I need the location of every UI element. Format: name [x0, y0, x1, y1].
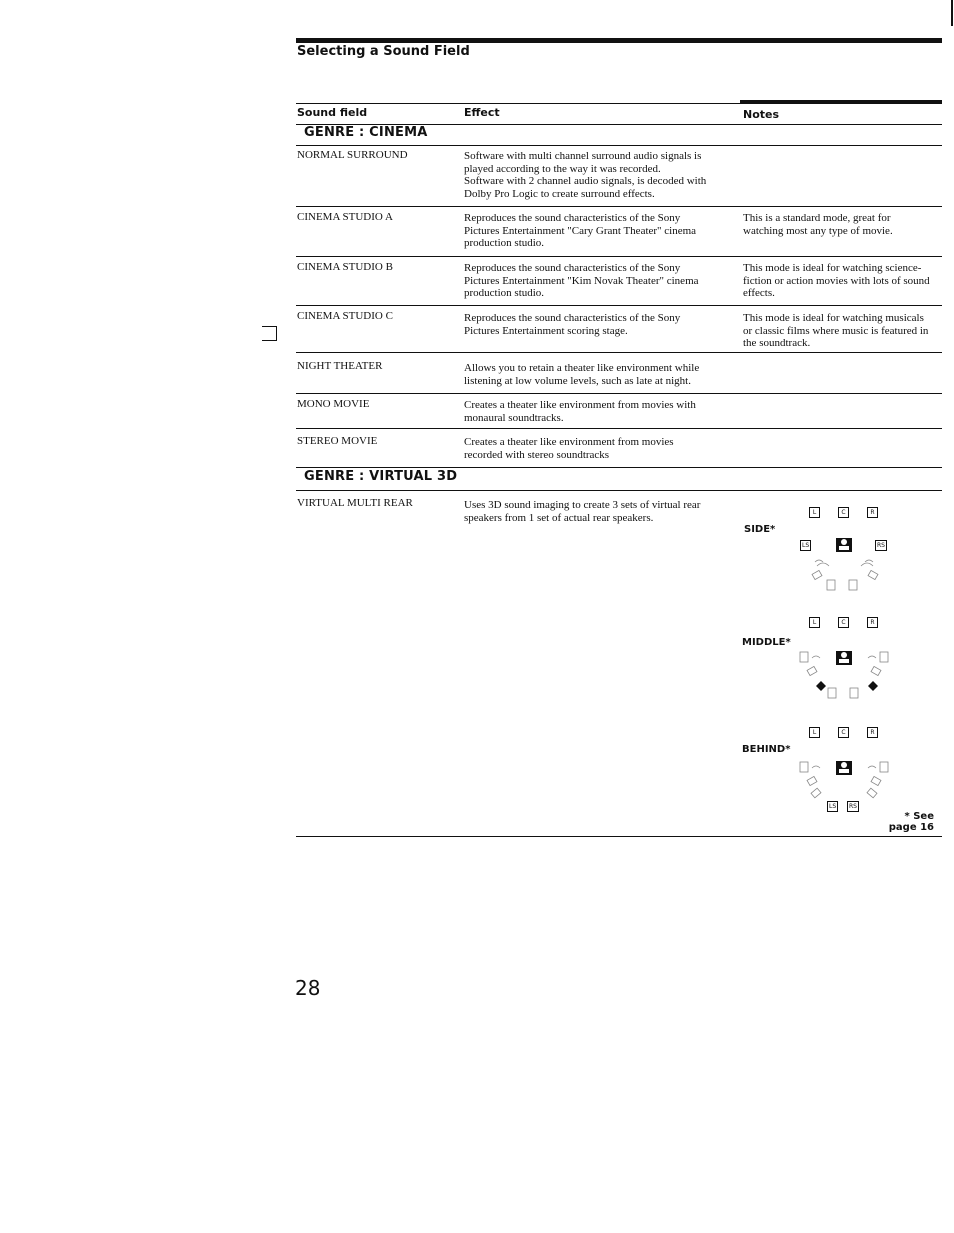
row-notes-cinema-studio-a: This is a standard mode, great for watching most any type of movie.: [743, 212, 893, 237]
row-effect-normal-surround: Software with multi channel surround audio signals is played according to the way it was recorded. Software with 2 channel audio signals, is decoded with Dolby Pro Logic to create surround effects.: [464, 150, 707, 200]
table-bottom-rule: [296, 836, 942, 837]
section-title: Selecting a Sound Field: [297, 44, 470, 59]
row-rule-5: [296, 393, 942, 394]
center-speaker-icon: C: [838, 727, 849, 738]
front-left-speaker-icon: L: [809, 617, 820, 628]
row-field-cinema-studio-a: CINEMA STUDIO A: [297, 211, 393, 223]
footnote-see-page: * See page 16: [888, 811, 934, 833]
row-rule-2: [296, 256, 942, 257]
front-right-speaker-icon: R: [867, 727, 878, 738]
row-effect-cinema-studio-a: Reproduces the sound characteristics of the Sony Pictures Entertainment "Cary Grant Theater" cinema production studio.: [464, 212, 697, 249]
virtual-speaker-waves-icon: [798, 758, 890, 804]
row-rule-4: [296, 352, 942, 353]
header-effect: Effect: [464, 106, 500, 119]
row-rule-3: [296, 305, 942, 306]
left-surround-speaker-icon: LS: [802, 542, 810, 549]
right-surround-speaker-icon: RS: [849, 803, 857, 810]
diagram-label-behind: BEHIND*: [742, 744, 791, 755]
header-notes: Notes: [743, 108, 780, 121]
row-field-virtual-multi-rear: VIRTUAL MULTI REAR: [297, 497, 413, 509]
virtual-speaker-waves-icon: [798, 648, 890, 704]
genre-cinema-rule: [296, 145, 942, 146]
center-speaker-icon: C: [838, 507, 849, 518]
row-effect-mono-movie: Creates a theater like environment from movies with monaural soundtracks.: [464, 399, 696, 424]
row-effect-cinema-studio-b: Reproduces the sound characteristics of the Sony Pictures Entertainment "Kim Novak Theater" cinema production studio.: [464, 262, 699, 299]
right-surround-speaker-icon: RS: [877, 542, 885, 549]
row-field-cinema-studio-b: CINEMA STUDIO B: [297, 261, 393, 273]
row-effect-virtual-multi-rear: Uses 3D sound imaging to create 3 sets of virtual rear speakers from 1 set of actual rear speakers.: [464, 499, 701, 524]
row-notes-cinema-studio-b: This mode is ideal for watching science- fiction or action movies with lots of sound effects.: [743, 262, 930, 299]
row-field-night-theater: NIGHT THEATER: [297, 360, 383, 372]
virtual-speaker-waves-icon: [805, 550, 887, 592]
right-edge-mark: [951, 0, 953, 26]
top-rule: [296, 38, 942, 43]
diagram-label-middle: MIDDLE*: [742, 637, 791, 648]
page-number: 28: [295, 976, 321, 1000]
row-rule-7: [296, 467, 942, 468]
genre-cinema-heading: GENRE : CINEMA: [304, 125, 428, 140]
row-effect-night-theater: Allows you to retain a theater like environment while listening at low volume levels, such as late at night.: [464, 362, 700, 387]
row-rule-6: [296, 428, 942, 429]
diagram-label-side: SIDE*: [744, 524, 776, 535]
center-speaker-icon: C: [838, 617, 849, 628]
genre-virtual-heading: GENRE : VIRTUAL 3D: [304, 469, 458, 484]
row-field-mono-movie: MONO MOVIE: [297, 398, 370, 410]
row-field-stereo-movie: STEREO MOVIE: [297, 435, 378, 447]
front-right-speaker-icon: R: [867, 617, 878, 628]
row-field-normal-surround: NORMAL SURROUND: [297, 149, 408, 161]
row-effect-stereo-movie: Creates a theater like environment from movies recorded with stereo soundtracks: [464, 436, 674, 461]
row-notes-cinema-studio-c: This mode is ideal for watching musicals or classic films where music is featured in the soundtrack.: [743, 312, 929, 349]
row-effect-cinema-studio-c: Reproduces the sound characteristics of the Sony Pictures Entertainment scoring stage.: [464, 312, 681, 337]
genre-virtual-rule: [296, 490, 942, 491]
row-rule-1: [296, 206, 942, 207]
row-field-cinema-studio-c: CINEMA STUDIO C: [297, 310, 393, 322]
front-left-speaker-icon: L: [809, 507, 820, 518]
front-right-speaker-icon: R: [867, 507, 878, 518]
left-surround-speaker-icon: LS: [829, 803, 837, 810]
header-sound-field: Sound field: [297, 106, 368, 119]
front-left-speaker-icon: L: [809, 727, 820, 738]
margin-bracket-mark: [262, 326, 277, 341]
header-rule: [296, 103, 942, 104]
